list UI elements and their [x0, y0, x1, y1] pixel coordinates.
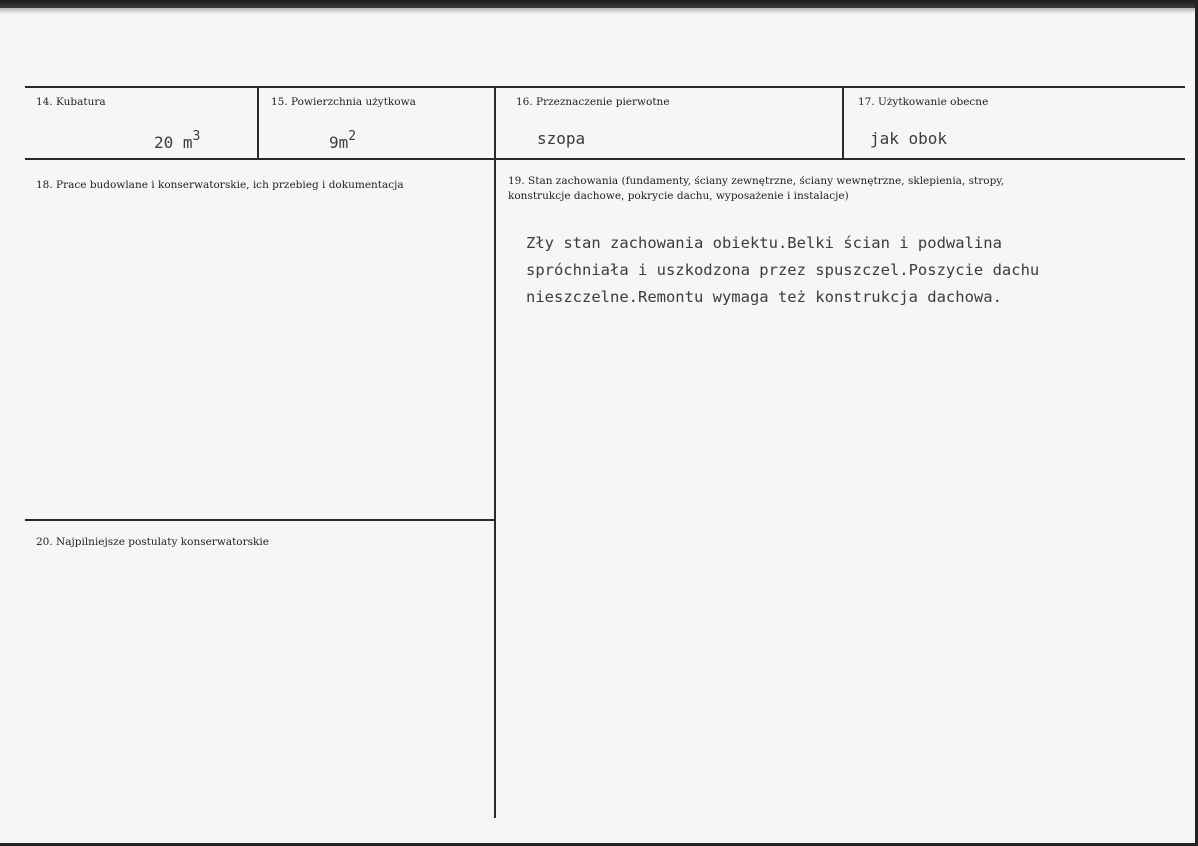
- field-19-label-line2: konstrukcje dachowe, pokrycie dachu, wyposażenie i instalacje): [508, 190, 849, 202]
- field-19-text: [526, 230, 1039, 311]
- top-edge-band: [0, 0, 1198, 8]
- section-18-20-divider: [25, 519, 495, 521]
- field-19-text-line: spróchniała i uszkodzona przez spuszczel.Poszycie dachu: [526, 261, 1040, 279]
- field-15-label: 15. Powierzchnia użytkowa: [271, 96, 416, 108]
- field-17-value: jak obok: [870, 129, 948, 148]
- field-14-label: 14. Kubatura: [36, 96, 106, 108]
- top-edge-shadow: [0, 8, 1198, 14]
- col-divider-14-15: [257, 86, 259, 159]
- field-15-exponent: 2: [348, 129, 357, 144]
- field-14-value-text: 20 m: [154, 133, 193, 152]
- field-19-label-line1: 19. Stan zachowania (fundamenty, ściany zewnętrzne, ściany wewnętrzne, sklepienia, stropy,: [508, 175, 1005, 187]
- field-20-label: 20. Najpilniejsze postulaty konserwatorskie: [36, 536, 269, 548]
- field-16-label: 16. Przeznaczenie pierwotne: [516, 96, 670, 108]
- field-19-text-line: nieszczelne.Remontu wymaga też konstrukcja dachowa.: [526, 288, 1002, 306]
- field-14-exponent: 3: [192, 129, 201, 144]
- field-15-value: [329, 129, 356, 152]
- field-15-value-text: 9m: [329, 133, 349, 152]
- form-top-rule: [25, 86, 1185, 88]
- field-14-value: [154, 129, 200, 152]
- field-19-text-line: Zły stan zachowania obiektu.Belki ścian i podwalina: [526, 234, 1002, 252]
- col-divider-16-17: [842, 86, 844, 159]
- form-row-divider: [25, 158, 1185, 160]
- field-16-value: szopa: [537, 129, 586, 148]
- field-17-label: 17. Użytkowanie obecne: [858, 96, 989, 108]
- field-18-label: 18. Prace budowlane i konserwatorskie, ich przebieg i dokumentacja: [36, 179, 404, 191]
- col-divider-main: [494, 86, 496, 818]
